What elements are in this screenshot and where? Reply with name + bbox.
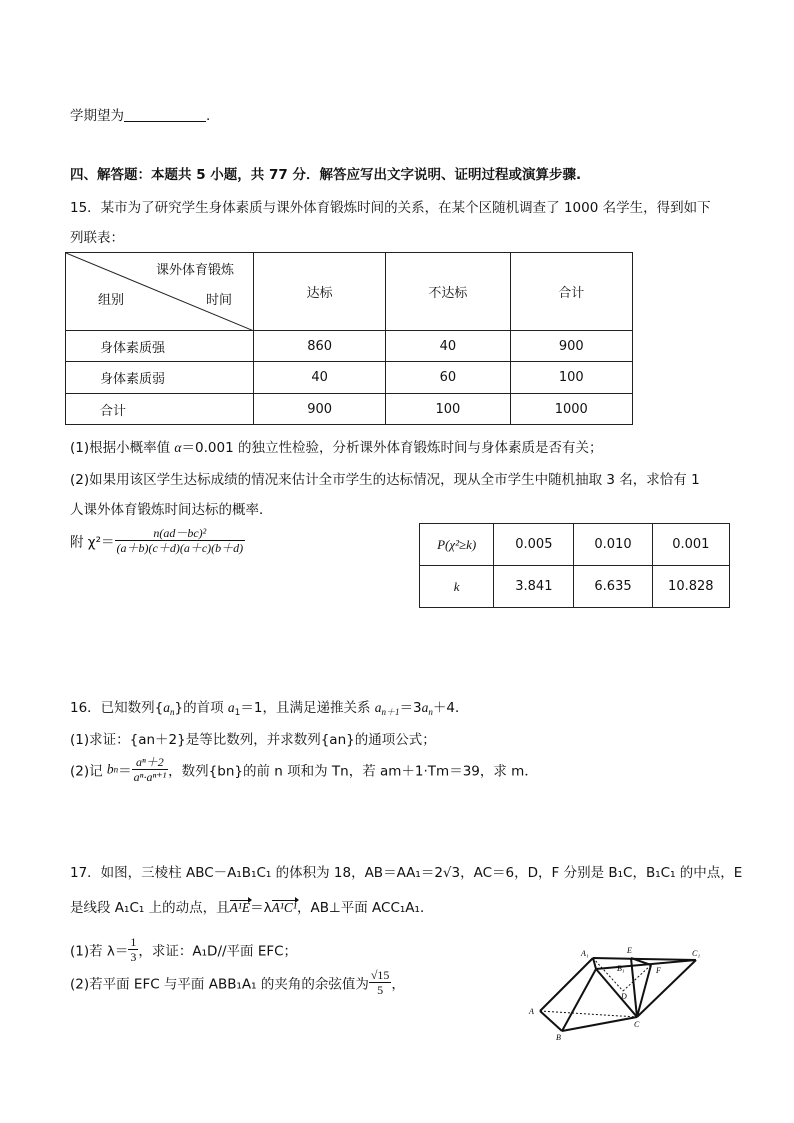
row-label: 身体素质弱 — [66, 362, 254, 394]
q15-part2-line2: 人课外体育锻炼时间达标的概率． — [70, 502, 273, 518]
b-n-fraction: $\frac{\text{aⁿ＋2}}{\text{aⁿ·aⁿ⁺¹}}$ — [133, 755, 167, 784]
critical-value-table — [419, 523, 730, 608]
header-qualified: 达标 — [254, 253, 386, 331]
table-cell: 900 — [510, 331, 632, 362]
prob-label: P(χ²≥k) — [420, 524, 494, 566]
header-unqualified: 不达标 — [386, 253, 510, 331]
chi-square-formula: 附 χ²＝ $\frac{\text{n(ad－bc)²}}{(a+b)(c+d)(a+c)(b+d)}$ — [70, 526, 244, 555]
diag-header-left: 组别 — [98, 293, 125, 308]
q17-line2: 是线段 A₁C₁ 上的动点，且A¹E＝λA¹C¹，AB⊥平面 ACC₁A₁． — [70, 900, 434, 916]
q15-part1: (1)根据小概率值 α＝0.001 的独立性检验，分析课外体育锻炼时间与身体素质是否有关； — [70, 440, 603, 456]
q17-part1: (1)若 λ＝ $\frac{1}{3}$ ，求证：A₁D//平面 EFC； — [70, 935, 298, 964]
table-cell: 10.828 — [652, 566, 729, 608]
diagonal-header-cell — [66, 253, 254, 331]
label-B1: B₁ — [617, 964, 625, 973]
label-F: F — [656, 966, 661, 975]
q16-line1: 16．已知数列$\{a_n\}$的首项 $a_1=1$，且满足递推关系 $a_{n+1}=3a_n+4$． — [70, 700, 469, 718]
q15-part2-line1: (2)如果用该区学生达标成绩的情况来估计全市学生的达标情况，现从全市学生中随机抽取 3 名，求恰有 1 — [70, 472, 700, 488]
table-cell: 900 — [254, 394, 386, 425]
q16-part2: (2)记 bn＝ $\frac{\text{aⁿ＋2}}{\text{aⁿ·aⁿ⁺¹}}$ ，数列{bn}的前 n 项和为 Tn，若 am＋1·Tm＝39，求 m． — [70, 755, 538, 784]
section-heading: 四、解答题：本题共 5 小题，共 77 分．解答应写出文字说明、证明过程或演算步骤. — [70, 167, 582, 183]
formula-fraction: $\frac{\text{n(ad－bc)²}}{(a+b)(c+d)(a+c)(b+d)}$ — [116, 526, 244, 555]
row-label: 身体素质强 — [66, 331, 254, 362]
header-total: 合计 — [510, 253, 632, 331]
label-A: A — [529, 1007, 534, 1016]
table-cell: 100 — [386, 394, 510, 425]
label-B: B — [556, 1033, 561, 1042]
lambda-fraction: $\frac{1}{3}$ — [130, 935, 137, 964]
label-E: E — [627, 946, 632, 955]
answer-blank[interactable] — [124, 109, 206, 122]
table-cell: 40 — [386, 331, 510, 362]
label-A1: A₁ — [581, 949, 589, 958]
q15-line2: 列联表： — [70, 230, 124, 246]
table-row — [66, 362, 633, 394]
diag-header-top: 课外体育锻炼 — [156, 263, 235, 278]
table-cell: 6.635 — [574, 566, 652, 608]
table-cell: 0.005 — [494, 524, 574, 566]
label-C1: C₁ — [692, 949, 701, 958]
table-cell: 0.010 — [574, 524, 652, 566]
table-cell: 3.841 — [494, 566, 574, 608]
row-label: 合计 — [66, 394, 254, 425]
q17-line1: 17．如图，三棱柱 ABC－A₁B₁C₁ 的体积为 18，AB＝AA₁＝2√3，AC＝6，D，F 分别是 B₁C，B₁C₁ 的中点，E — [70, 865, 743, 881]
label-C: C — [634, 1020, 640, 1029]
contingency-table — [65, 252, 633, 425]
table-cell: 100 — [510, 362, 632, 394]
label-D: D — [621, 992, 627, 1001]
q17-part2: (2)若平面 EFC 与平面 ABB₁A₁ 的夹角的余弦值为 $\frac{√15}{5}$ ， — [70, 968, 405, 997]
table-cell: 60 — [386, 362, 510, 394]
diag-header-right: 时间 — [206, 293, 233, 308]
table-cell: 40 — [254, 362, 386, 394]
table-cell: 0.001 — [652, 524, 729, 566]
prism-figure — [525, 945, 725, 1045]
q16-part1: (1)求证：{an＋2}是等比数列，并求数列{an}的通项公式； — [70, 732, 436, 748]
q15-line1: 15．某市为了研究学生身体素质与课外体育锻炼时间的关系，在某个区随机调查了 1000 名学生，得到如下 — [70, 200, 711, 216]
cosine-fraction: $\frac{√15}{5}$ — [370, 968, 390, 997]
table-row — [66, 394, 633, 425]
prev-question-tail: 学期望为 . — [70, 108, 211, 124]
table-row — [66, 331, 633, 362]
k-label: k — [420, 566, 494, 608]
table-cell: 1000 — [510, 394, 632, 425]
table-cell: 860 — [254, 331, 386, 362]
